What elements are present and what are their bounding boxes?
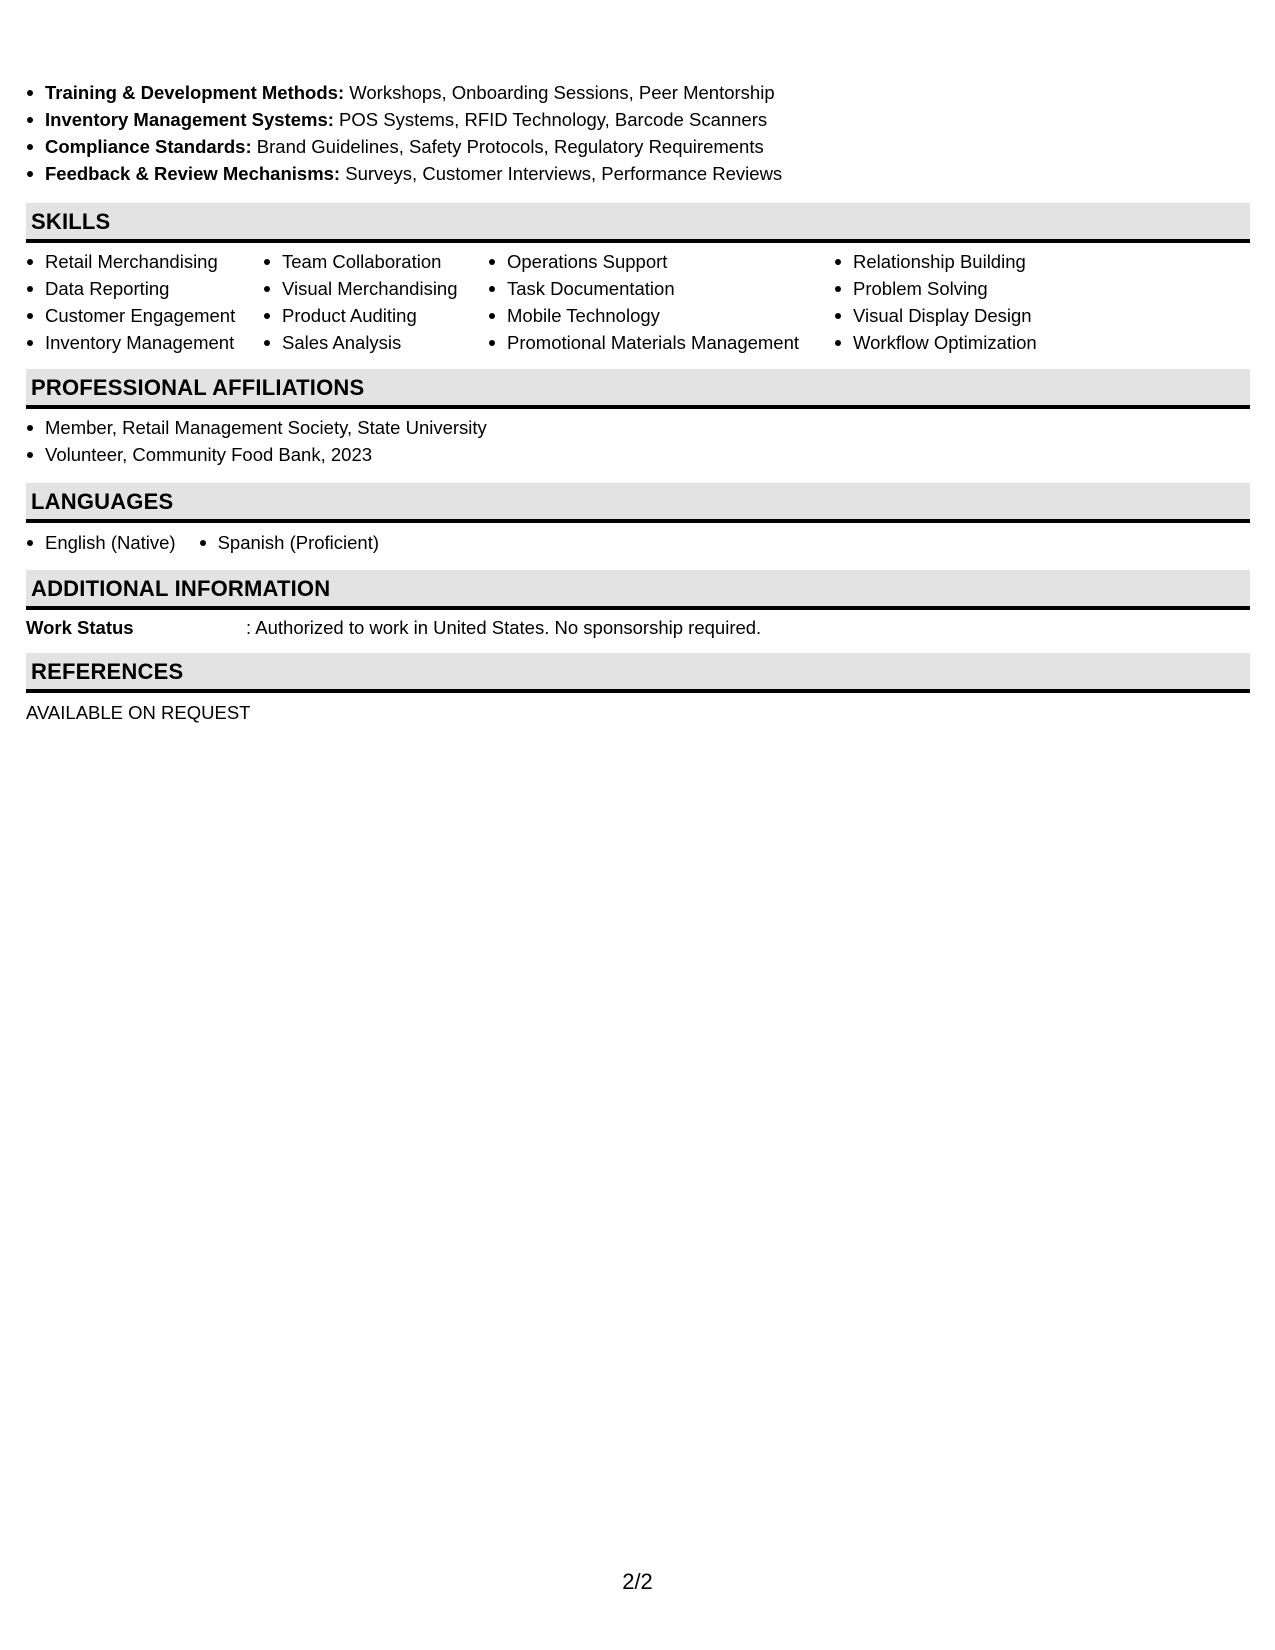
skill-label: Operations Support — [507, 251, 668, 272]
bullet-icon — [200, 540, 206, 546]
list-item — [26, 160, 1250, 187]
skill-label: Visual Display Design — [853, 305, 1032, 326]
bullet-icon — [264, 259, 270, 265]
additional-info-section-header: ADDITIONAL INFORMATION — [26, 570, 1250, 610]
page-number: 2/2 — [622, 1569, 653, 1594]
method-label: Training & Development Methods: — [45, 82, 345, 103]
affiliation-text: Member, Retail Management Society, State University — [45, 417, 487, 438]
skill-item — [263, 302, 488, 329]
list-item — [26, 106, 1250, 133]
affiliation-text: Volunteer, Community Food Bank, 2023 — [45, 444, 373, 465]
method-value: POS Systems, RFID Technology, Barcode Scanners — [333, 109, 768, 130]
skills-column — [488, 248, 834, 356]
bullet-icon — [264, 286, 270, 292]
skills-grid — [26, 248, 1250, 356]
method-value: Brand Guidelines, Safety Protocols, Regulatory Requirements — [251, 136, 764, 157]
bullet-icon — [27, 286, 33, 292]
language-item — [26, 529, 176, 556]
list-item — [26, 441, 1250, 468]
list-item — [26, 79, 1250, 106]
bullet-icon — [27, 425, 33, 431]
skill-item — [488, 302, 834, 329]
method-value: Workshops, Onboarding Sessions, Peer Mentorship — [344, 82, 775, 103]
list-item — [26, 133, 1250, 160]
work-status-value: : Authorized to work in United States. No sponsorship required. — [246, 617, 762, 638]
skill-item — [26, 248, 263, 275]
method-label: Inventory Management Systems: — [45, 109, 334, 130]
bullet-icon — [835, 313, 841, 319]
affiliations-section-header: PROFESSIONAL AFFILIATIONS — [26, 369, 1250, 409]
language-item — [199, 529, 379, 556]
skill-item — [488, 329, 834, 356]
bullet-icon — [27, 540, 33, 546]
affiliations-list — [26, 414, 1250, 468]
skill-label: Data Reporting — [45, 278, 170, 299]
languages-list — [26, 529, 1250, 556]
bullet-icon — [264, 340, 270, 346]
skill-item — [26, 275, 263, 302]
work-status-label: Work Status — [26, 617, 134, 638]
skills-column — [263, 248, 488, 356]
references-section-header: REFERENCES — [26, 653, 1250, 693]
skill-item — [263, 248, 488, 275]
skill-label: Sales Analysis — [282, 332, 402, 353]
skill-label: Mobile Technology — [507, 305, 660, 326]
list-item — [26, 414, 1250, 441]
method-value: Surveys, Customer Interviews, Performance Reviews — [340, 163, 783, 184]
skill-label: Inventory Management — [45, 332, 235, 353]
methods-list — [26, 79, 1250, 187]
skill-label: Customer Engagement — [45, 305, 236, 326]
language-label: English (Native) — [45, 532, 176, 553]
bullet-icon — [489, 340, 495, 346]
skills-section-header: SKILLS — [26, 203, 1250, 243]
skill-label: Relationship Building — [853, 251, 1026, 272]
bullet-icon — [27, 313, 33, 319]
bullet-icon — [27, 340, 33, 346]
skill-label: Product Auditing — [282, 305, 417, 326]
skill-item — [488, 275, 834, 302]
skill-item — [263, 275, 488, 302]
bullet-icon — [27, 259, 33, 265]
skill-item — [834, 302, 1134, 329]
work-status-row — [26, 614, 1250, 641]
bullet-icon — [835, 340, 841, 346]
bullet-icon — [27, 117, 33, 123]
language-label: Spanish (Proficient) — [217, 532, 380, 553]
skill-label: Problem Solving — [853, 278, 988, 299]
languages-section-header: LANGUAGES — [26, 483, 1250, 523]
bullet-icon — [489, 313, 495, 319]
skill-item — [26, 329, 263, 356]
skill-item — [488, 248, 834, 275]
bullet-icon — [489, 259, 495, 265]
references-text: AVAILABLE ON REQUEST — [26, 702, 251, 723]
skill-label: Promotional Materials Management — [507, 332, 800, 353]
skill-item — [263, 329, 488, 356]
skill-label: Task Documentation — [507, 278, 675, 299]
bullet-icon — [27, 90, 33, 96]
resume-page-content — [26, 79, 1250, 726]
skill-item — [834, 248, 1134, 275]
skills-column — [834, 248, 1134, 356]
bullet-icon — [835, 286, 841, 292]
method-label: Feedback & Review Mechanisms: — [45, 163, 341, 184]
bullet-icon — [27, 171, 33, 177]
skill-item — [834, 275, 1134, 302]
method-label: Compliance Standards: — [45, 136, 252, 157]
bullet-icon — [264, 313, 270, 319]
bullet-icon — [489, 286, 495, 292]
skill-label: Visual Merchandising — [282, 278, 458, 299]
skill-label: Workflow Optimization — [853, 332, 1037, 353]
bullet-icon — [27, 144, 33, 150]
bullet-icon — [835, 259, 841, 265]
skills-column — [26, 248, 263, 356]
skill-label: Team Collaboration — [282, 251, 442, 272]
skill-item — [834, 329, 1134, 356]
skill-item — [26, 302, 263, 329]
bullet-icon — [27, 452, 33, 458]
skill-label: Retail Merchandising — [45, 251, 218, 272]
